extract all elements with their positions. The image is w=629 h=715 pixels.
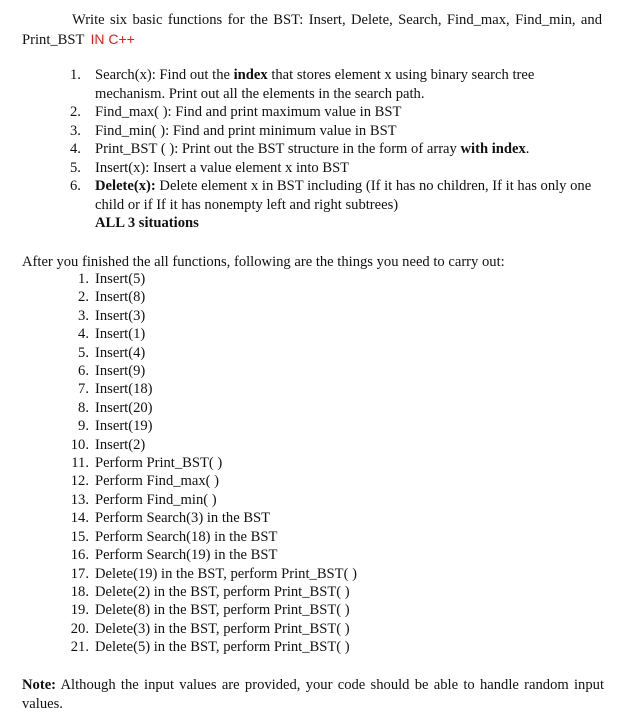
task-item — [70, 546, 570, 564]
list-number: 9. — [78, 418, 89, 435]
task-text: Delete(8) in the BST, perform Print_BST( ) — [95, 602, 350, 619]
task-text: Perform Search(3) in the BST — [95, 510, 271, 527]
task-item — [70, 638, 570, 656]
task-text: Delete(19) in the BST, perform Print_BST( ) — [95, 565, 357, 582]
task-text: Insert(19) — [95, 418, 153, 435]
list-number: 16. — [70, 547, 89, 564]
list-number: 15. — [70, 528, 89, 545]
list-number: 4. — [70, 141, 81, 157]
function-bold-text: Delete(x): — [95, 178, 156, 194]
assignment-intro — [22, 11, 602, 50]
note-text: Although the input values are provided, your code should be able to handle random input values. — [22, 677, 604, 712]
list-number: 13. — [70, 491, 89, 508]
task-item — [70, 509, 570, 527]
list-number: 6. — [70, 178, 81, 194]
task-text: Insert(5) — [95, 271, 146, 287]
task-text: Insert(18) — [95, 381, 153, 398]
task-text: Delete(5) in the BST, perform Print_BST( ) — [95, 639, 350, 656]
task-item — [70, 362, 570, 380]
list-number: 21. — [70, 639, 89, 656]
task-item — [70, 565, 570, 583]
function-text: Find_max( ): Find and print maximum value in BST — [95, 104, 402, 120]
task-text: Insert(20) — [95, 399, 153, 416]
task-item — [70, 288, 570, 306]
function-text: that stores element x using binary search tree mechanism. Print out all the elements in the search path. — [95, 67, 535, 102]
task-item — [70, 270, 570, 288]
list-number: 2. — [70, 104, 81, 120]
function-text: Search(x): Find out the — [95, 67, 234, 83]
list-number: 12. — [70, 473, 89, 490]
task-text: Insert(4) — [95, 344, 146, 361]
intro-text: Write six basic functions for the BST: Insert, Delete, Search, Find_max, Find_min, and Print_BST — [22, 12, 602, 48]
note-label: Note: — [22, 677, 57, 693]
task-item — [70, 454, 570, 472]
task-text: Delete(3) in the BST, perform Print_BST( ) — [95, 620, 350, 637]
task-text: Perform Find_min( ) — [95, 491, 217, 508]
after-instructions: After you finished the all functions, following are the things you need to carry out: — [22, 254, 505, 270]
function-bold-text: with index — [460, 141, 526, 157]
task-item — [70, 399, 570, 417]
function-text: . — [525, 141, 530, 157]
task-text: Insert(9) — [95, 363, 146, 380]
function-item-delete — [70, 177, 602, 214]
list-number: 2. — [78, 289, 89, 306]
list-number: 1. — [78, 271, 89, 287]
task-text: Perform Search(18) in the BST — [95, 528, 278, 545]
list-number: 5. — [78, 344, 89, 361]
task-item — [70, 380, 570, 398]
list-number: 20. — [70, 620, 89, 637]
language-note: IN C++ — [90, 31, 135, 47]
all-situations-note: ALL 3 situations — [95, 215, 199, 231]
function-bold-text: index — [233, 67, 268, 83]
list-number: 1. — [70, 67, 81, 83]
task-item — [70, 307, 570, 325]
list-number: 7. — [78, 381, 89, 398]
task-item — [70, 472, 570, 490]
function-text: Insert(x): Insert a value element x into BST — [95, 159, 350, 176]
task-text: Insert(2) — [95, 436, 146, 453]
task-text: Insert(8) — [95, 289, 146, 306]
task-text: Perform Search(19) in the BST — [95, 547, 278, 564]
task-text: Insert(1) — [95, 326, 146, 343]
list-number: 11. — [71, 455, 89, 472]
function-item-print-bst — [70, 140, 602, 159]
list-number: 17. — [70, 565, 89, 582]
function-text: Delete element x in BST including (If it has no children, If it has only one child or if If it has nonempty left and right subtrees) — [95, 178, 592, 213]
task-text: Perform Find_max( ) — [95, 473, 220, 490]
task-item — [70, 491, 570, 509]
list-number: 19. — [70, 602, 89, 619]
list-number: 14. — [70, 510, 89, 527]
function-item-search — [70, 66, 602, 103]
list-number: 3. — [70, 122, 81, 139]
task-text: Delete(2) in the BST, perform Print_BST( ) — [95, 583, 350, 600]
task-item — [70, 344, 570, 362]
task-item — [70, 620, 570, 638]
task-text: Insert(3) — [95, 307, 146, 324]
task-item — [70, 436, 570, 454]
function-item-find-min — [70, 122, 602, 141]
task-list — [70, 270, 570, 657]
function-item-insert — [70, 159, 602, 178]
function-text: Print_BST ( ): Print out the BST structure in the form of array — [95, 141, 461, 157]
task-item — [70, 417, 570, 435]
list-number: 4. — [78, 326, 89, 343]
task-item — [70, 528, 570, 546]
note-paragraph — [22, 676, 604, 714]
task-item — [70, 583, 570, 601]
list-number: 8. — [78, 399, 89, 416]
task-item — [70, 601, 570, 619]
function-text: Find_min( ): Find and print minimum value in BST — [95, 122, 397, 139]
list-number: 5. — [70, 159, 81, 176]
list-number: 6. — [78, 363, 89, 380]
task-item — [70, 325, 570, 343]
list-number: 18. — [70, 583, 89, 600]
function-item-find-max — [70, 103, 602, 122]
list-number: 10. — [70, 436, 89, 453]
task-text: Perform Print_BST( ) — [95, 455, 223, 472]
function-list — [70, 66, 602, 233]
list-number: 3. — [78, 307, 89, 324]
